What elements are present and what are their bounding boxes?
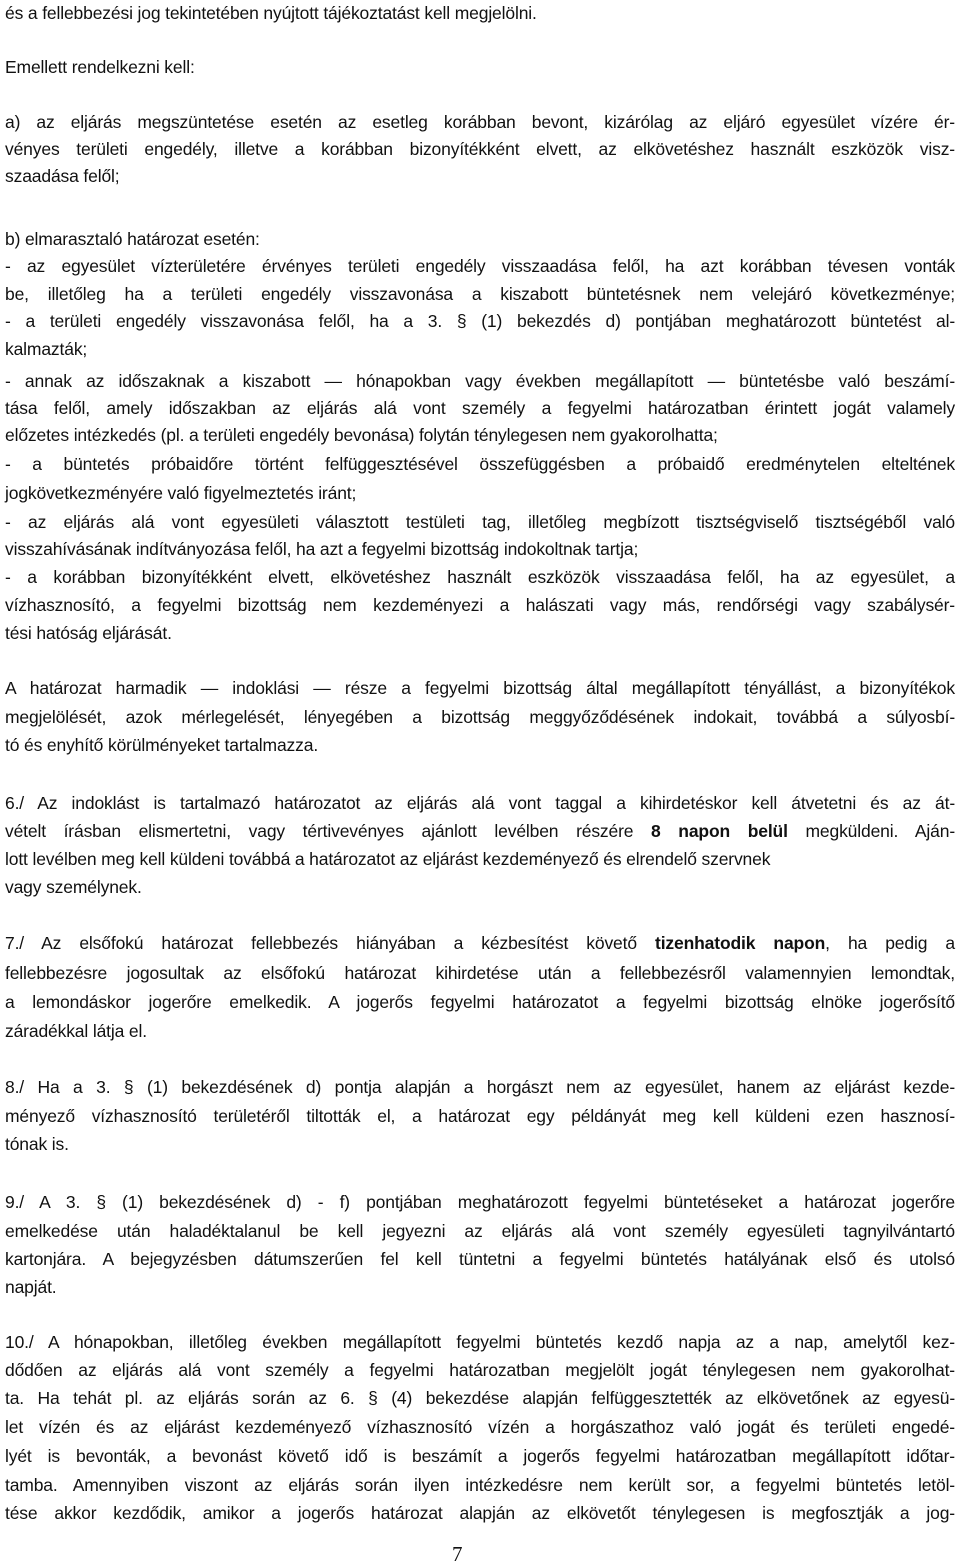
- text-line: emelkedése után haladéktalanul be kell jegyezni az eljárás alá vont személy egyesületi tagnyilvántartó: [5, 1221, 955, 1241]
- emphasis-day: tizenhatodik napon: [655, 933, 826, 953]
- text-line: - az egyesület vízterületére érvényes területi engedély visszaadása felől, ha azt korábban tévesen vonták: [5, 256, 955, 276]
- text-line: fellebbezésre jogosultak az elsőfokú határozat kihirdetése után a fellebbezésről valamennyien lemondtak,: [5, 963, 955, 983]
- text-line: tése akkor kezdődik, amikor a jogerős határozat alapján az elkövetőt ténylegesen is megfosztják a jog-: [5, 1503, 955, 1523]
- text-line: jogkövetkezményére való figyelmeztetés iránt;: [5, 483, 357, 503]
- page-number: 7: [452, 1542, 463, 1566]
- text-line: be, illetőleg ha a területi engedély visszavonása a kiszabott büntetésnek nem velejáró következménye;: [5, 284, 955, 304]
- text-run: megküldeni. Aján-: [787, 821, 956, 841]
- text-line: [5, 820, 955, 842]
- text-line: lott levélben meg kell küldeni továbbá a határozatot az eljárást kezdeményező és elrendelő szervnek: [5, 849, 771, 869]
- text-line: tési hatóság eljárását.: [5, 623, 172, 643]
- text-line: let vízén és az eljárást kezdeményező vízhasznosító vízén a horgászathoz való jogát és területi engedé-: [5, 1417, 955, 1437]
- text-line: b) elmarasztaló határozat esetén:: [5, 229, 260, 249]
- text-line: [5, 932, 955, 954]
- text-line: - a korábban bizonyítékként elvett, elkövetéshez használt eszközök visszaadása felől, ha az egyesület, a: [5, 567, 955, 587]
- text-line: ta. Ha tehát pl. az eljárás során az 6. § (4) bekezdése alapján felfüggesztették az elkövetőnek az egyesü-: [5, 1388, 955, 1408]
- text-line: tamba. Amennyiben viszont az eljárás során ilyen intézkedésre nem került sor, a fegyelmi büntetés letöl-: [5, 1475, 955, 1495]
- emphasis-deadline: 8 napon belül: [651, 821, 788, 841]
- text-run: , ha pedig a: [825, 933, 955, 953]
- text-line: tása felől, amely időszakban az eljárás alá vont személy a fegyelmi határozatban érintett jogát valamely: [5, 398, 955, 418]
- text-line: - az eljárás alá vont egyesületi választott testületi tag, illetőleg megbízott tisztségviselő tisztségéből való: [5, 512, 955, 532]
- text-line: lyét is bevonták, a bevonást követő idő is beszámít a jogerős fegyelmi határozatban megállapított időtar-: [5, 1446, 955, 1466]
- text-line: kalmazták;: [5, 339, 88, 359]
- text-line: szaadása felől;: [5, 166, 120, 186]
- text-line: megjelölését, azok mérlegelését, lényegében a bizottság meggyőződésének indokait, továbbá a súlyosbí-: [5, 707, 955, 727]
- text-line: kartonjára. A bejegyzésben dátumszerűen fel kell tüntetni a fegyelmi büntetés hatályának első és utolsó: [5, 1249, 955, 1269]
- text-line: és a fellebbezési jog tekintetében nyújtott tájékoztatást kell megjelölni.: [5, 3, 537, 23]
- text-line: vényes területi engedély, illetve a korábban bizonyítékként elvett, az elkövetéshez használt eszközök visz-: [5, 139, 955, 159]
- text-line: A határozat harmadik — indoklási — része a fegyelmi bizottság által megállapított tényállást, a bizonyítékok: [5, 678, 955, 698]
- text-line: 6./ Az indoklást is tartalmazó határozatot az eljárás alá vont taggal a kihirdetéskor kell átvetetni és az át-: [5, 793, 955, 813]
- text-line: 8./ Ha a 3. § (1) bekezdésének d) pontja alapján a horgászt nem az egyesület, hanem az eljárást kezde-: [5, 1077, 955, 1097]
- text-run: vételt írásban elismertetni, vagy tértivevényes ajánlott levélben részére: [5, 821, 652, 841]
- text-line: napját.: [5, 1277, 57, 1297]
- text-line: a lemondáskor jogerőre emelkedik. A jogerős fegyelmi határozatot a fegyelmi bizottság elnöke jogerősítő: [5, 992, 955, 1012]
- text-line: - annak az időszaknak a kiszabott — hónapokban vagy években megállapított — büntetésbe való beszámí-: [5, 371, 955, 391]
- text-line: vagy személynek.: [5, 877, 142, 897]
- text-line: előzetes intézkedés (pl. a területi engedély bevonása) folytán ténylegesen nem gyakorolhatta;: [5, 425, 718, 445]
- text-line: - a büntetés próbaidőre történt felfüggesztésével összefüggésben a próbaidő eredménytelen elteltének: [5, 454, 955, 474]
- text-line: Emellett rendelkezni kell:: [5, 57, 195, 77]
- text-line: - a területi engedély visszavonása felől, ha a 3. § (1) bekezdés d) pontjában meghatározott büntetést al-: [5, 311, 955, 331]
- text-run: 7./ Az elsőfokú határozat fellebbezés hiányában a kézbesítést követő: [5, 933, 656, 953]
- text-line: záradékkal látja el.: [5, 1021, 147, 1041]
- text-line: 9./ A 3. § (1) bekezdésének d) - f) pontjában meghatározott fegyelmi büntetéseket a határozat jogerőre: [5, 1192, 955, 1212]
- text-line: visszahívásának indítványozása felől, ha azt a fegyelmi bizottság indokoltnak tartja;: [5, 539, 639, 559]
- text-line: tó és enyhítő körülményeket tartalmazza.: [5, 735, 319, 755]
- text-line: tónak is.: [5, 1134, 69, 1154]
- text-line: vízhasznosító, a fegyelmi bizottság nem kezdeményezi a halászati vagy más, rendőrségi vagy szabálysér-: [5, 595, 955, 615]
- text-line: a) az eljárás megszüntetése esetén az esetleg korábban bevont, kizárólag az eljáró egyesület vízére ér-: [5, 112, 955, 132]
- text-line: dődően az eljárás alá vont személy a fegyelmi határozatban megjelölt jogát ténylegesen nem gyakorolhat-: [5, 1360, 955, 1380]
- text-line: 10./ A hónapokban, illetőleg években megállapított fegyelmi büntetés kezdő napja az a nap, amelytől kez-: [5, 1332, 955, 1352]
- text-line: ményező vízhasznosító területéről tiltották el, a határozat egy példányát meg kell küldeni ezen hasznosí-: [5, 1106, 955, 1126]
